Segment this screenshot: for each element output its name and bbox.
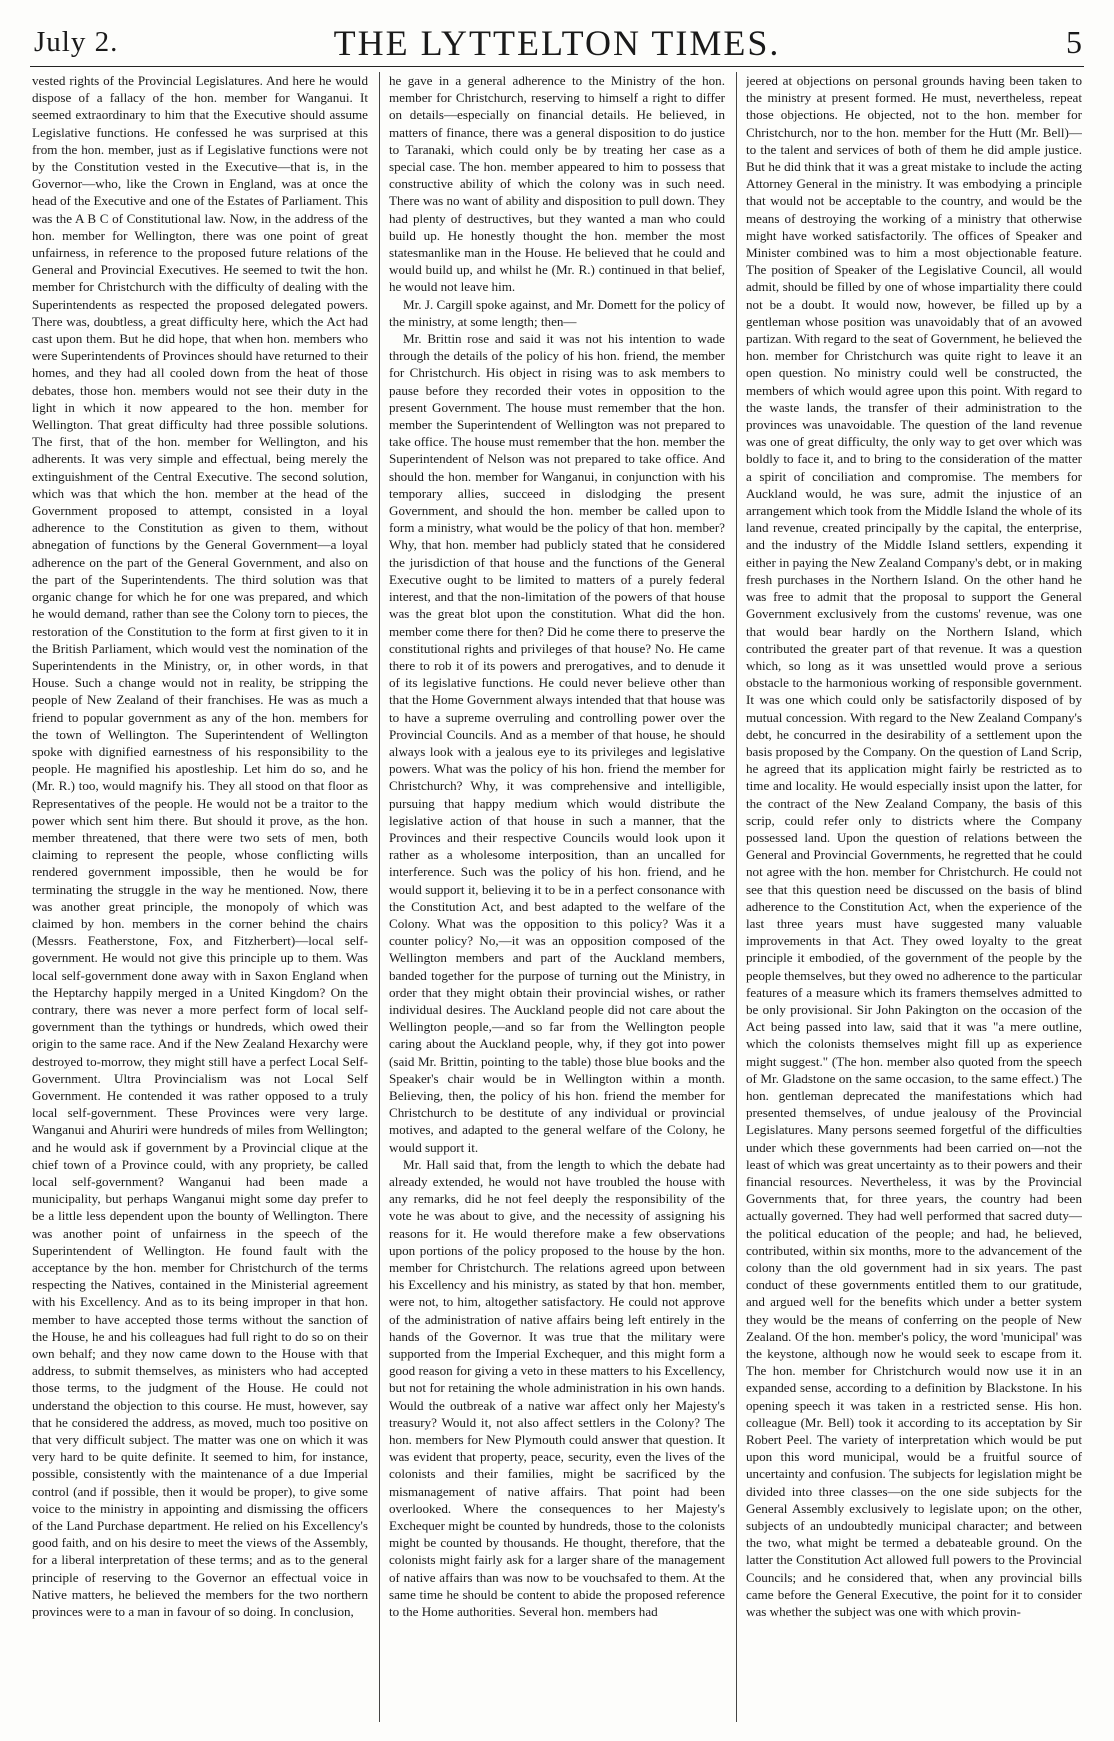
newspaper-title: THE LYTTELTON TIMES.: [333, 23, 781, 63]
page-number: 5: [1066, 24, 1082, 60]
masthead: [24, 16, 1090, 66]
column-paragraph: Mr. Hall said that, from the length to which the debate had already extended, he would not have troubled the house with any remarks, did he not feel deeply the responsibility of the vote he was about to give, and the necessity of assigning his reasons for it. He would therefore make a few observations upon portions of the policy proposed to the house by the hon. member for Christchurch. The relations agreed upon between his Excellency and his ministry, as stated by that hon. member, were not, to him, altogether satisfactory. He could not approve of the administration of native affairs being left entirely in the hands of the Governor. It was true that the military were supported from the Imperial Exchequer, and this might form a good reason for giving a veto in these matters to his Excellency, but not for retaining the whole administration in his own hands. Would the outbreak of a native war affect only her Majesty's treasury? Would it, not also affect settlers in the Colony? The hon. members for New Plymouth could answer that question. It was evident that property, peace, security, even the lives of the colonists and their families, might be sacrificed by the mismanagement of native affairs. That point had been overlooked. Where the consequences to her Majesty's Exchequer might be counted by hundreds, those to the colonists might be counted by thousands. He thought, therefore, that the colonists might fairly ask for a larger share of the management of native affairs than was now to be vouchsafed to them. At the same time he should be content to abide the proposed reference to the Home authorities. Several hon. members had: [389, 1156, 725, 1620]
column-paragraph: Mr. Brittin rose and said it was not his intention to wade through the details of the policy of his hon. friend, the member for Christchurch. His object in rising was to ask members to pause before they recorded their votes in opposition to the present Government. The house must remember that the hon. member the Superintendent of Wellington was not prepared to take office. The house must remember that the hon. member the Superintendent of Nelson was not prepared to take office. And should the hon. member for Wanganui, in conjunction with his temporary allies, succeed in dislodging the present Government, and should the hon. member be called upon to form a ministry, what would be the policy of that hon. member? Why, that hon. member had publicly stated that he considered the jurisdiction of that house and the functions of the General Executive ought to be limited to matters of a purely federal interest, and that the non-limitation of the powers of that house was the great blot upon the constitution. What did the hon. member come there for then? Did he come there to preserve the constitutional rights and privileges of that house? No. He came there to rob it of its powers and prerogatives, and to denude it of its legislative functions. He could never believe other than that the Home Government always intended that that house was to have a supreme overruling and controlling power over the Provincial Councils. And as a member of that house, he should always look with a jealous eye to its privileges and legislative powers. What was the policy of his hon. friend the member for Christchurch? Why, it was comprehensive and intelligible, pursuing that happy medium which would distribute the legislative action of that house in such a manner, that the Provinces and their respective Councils would look upon it rather as a wholesome interposition, than an uncalled for interference. Such was the policy of his hon. friend, and he would support it, believing it to be in a perfect consonance with the Constitution Act, and best adapted to the welfare of the Colony. What was the opposition to this policy? Was it a counter policy? No,—it was an opposition composed of the Wellington members and part of the Auckland members, banded together for the purpose of turning out the Ministry, in order that they might obtain their provincial wishes, or rather individual desires. The Auckland people did not care about the Wellington people,—and so far from the Wellington people caring about the Auckland people, why, if they got into power (said Mr. Brittin, pointing to the table) those blue books and the Speaker's chair would be in Wellington within a month. Believing, then, the policy of his hon. friend the member for Christchurch to be destitute of any individual or provincial motives, and adapted to the general welfare of the Colony, he would support it.: [389, 331, 725, 1155]
text-columns: [32, 72, 1084, 1722]
masthead-rule: [30, 66, 1084, 67]
issue-date: July 2.: [34, 26, 119, 58]
column-paragraph: jeered at objections on personal grounds having been taken to the ministry at present formed. He must, nevertheless, repeat those objections. He objected, not to the hon. member for Christchurch, nor to the hon. member for the Hutt (Mr. Bell)—to the talent and services of both of them he did ample justice. But he did think that it was a great mistake to include the acting Attorney General in the ministry. It was embodying a principle that would not be acceptable to the country, and would be the means of destroying the working of a ministry that otherwise might have worked satisfactorily. The offices of Speaker and Minister combined was to him a most objectionable feature. The position of Speaker of the Legislative Council, all would admit, should be filled by one of whose impartiality there could not be a doubt. It would now, however, be filled up by a gentleman whose position was unavoidably that of an avowed partizan. With regard to the seat of Government, he believed the hon. member for Christchurch was quite right to leave it an open question. No ministry could well be constructed, the members of which would agree upon this point. With regard to the waste lands, the transfer of their administration to the provinces was unavoidable. The question of the land revenue was one of great difficulty, the only way to get over which was boldly to face it, and to bring to the consideration of the matter a spirit of conciliation and compromise. The members for Auckland would, he was sure, admit the injustice of an arrangement which took from the Middle Island the whole of its land revenue, created principally by the capital, the enterprise, and the industry of the Middle Island settlers, expending it either in paying the New Zealand Company's debt, or in making fresh purchases in the Northern Island. On the other hand he was free to admit that the proposal to support the General Government exclusively from the customs' revenue, was one that would bear hardly on the Northern Island, which contributed the greater part of that revenue. It was a question which, so long as it was unsettled would prove a serious obstacle to the harmonious working of responsible government. It was one which could only be satisfactorily disposed of by mutual concession. With regard to the New Zealand Company's debt, he concurred in the desirability of a settlement upon the basis proposed by the Company. On the question of Land Scrip, he agreed that its application might fairly be restricted as to time and locality. He would especially insist upon the latter, for the contract of the New Zealand Company, the basis of this scrip, could refer only to districts where the Company possessed land. Upon the question of relations between the General and Provincial Governments, he regretted that he could not agree with the hon. member for Christchurch. He could not see that this question need be discussed on the basis of blind adherence to the Constitution Act, when the experience of the last three years must have suggested many valuable improvements in that Act. They owed loyalty to the great principle it embodied, of the government of the people by the people themselves, but they owed no adherence to the particular features of a measure which its framers themselves admitted to be only provisional. Sir John Pakington on the occasion of the Act being passed into law, said that it was "a mere outline, which the colonists themselves might fill up as experience might suggest." (The hon. member also quoted from the speech of Mr. Gladstone on the same occasion, to the same effect.) The hon. gentleman deprecated the manifestations which had presented themselves, of undue jealousy of the Provincial Legislatures. Many persons seemed forgetful of the difficulties under which these governments had been carried on—not the least of which was great uncertainty as to their powers and their financial resources. Nevertheless, it was by the Provincial Governments that, for three years, the country had been actually governed. They had well performed that sacred duty—the political education of the people; and had, he believed, contributed, within six months, more to the advancement of the colony than the old government had in six years. The past conduct of these governments entitled them to our gratitude, and argued well for the benefits which under a better system they would be the means of conferring on the people of New Zealand. Of the hon. member's policy, the word 'municipal' was the keystone, although now he would seek to escape from it. The hon. member for Christchurch would now use it in an expanded sense, according to a definition by Blackstone. In his opening speech it was taken in a restricted sense. His hon. colleague (Mr. Bell) took it according to its acceptation by Sir Robert Peel. The variety of interpretation which would be put upon this word municipal, would be a fruitful source of uncertainty and confusion. The subjects for legislation might be divided into three classes—on the one side subjects for the General Assembly exclusively to legislate upon; on the other, subjects of an undoubtedly municipal character; and between the two, what might be termed a debateable ground. On the latter the Constitution Act allowed full powers to the Provincial Councils; and he considered that, when any provincial bills came before the General Executive, the point for it to consider was whether the subject was one with which provin-: [746, 73, 1082, 1620]
column-divider: [736, 72, 737, 1722]
column-paragraph: Mr. J. Cargill spoke against, and Mr. Domett for the policy of the ministry, at some length; then—: [389, 296, 725, 329]
column-3: [746, 72, 1082, 1722]
column-divider: [379, 72, 380, 1722]
column-2: [389, 72, 725, 1722]
column-paragraph: he gave in a general adherence to the Ministry of the hon. member for Christchurch, reserving to himself a right to differ on details—especially on financial details. He believed, in matters of finance, there was a general disposition to do justice to Taranaki, which could only be by treating her case as a special case. The hon. member appeared to him to possess that constructive ability of which the colony was in such need. There was no want of ability and disposition to pull down. They had plenty of destructives, but they wanted a man who could build up. He honestly thought the hon. member the most statesmanlike man in the House. He believed that he could and would build up, and whilst he (Mr. R.) continued in that belief, he would not leave him.: [389, 73, 725, 295]
column-paragraph: vested rights of the Provincial Legislatures. And here he would dispose of a fallacy of the hon. member for Wanganui. It seemed extraordinary to him that the Executive should assume Legislative functions. He confessed he was surprised at this from the hon. member, just as if Legislative functions were not by the Constitution vested in the Executive—that is, in the Governor—who, like the Crown in England, was at once the head of the Executive and one of the Estates of Parliament. This was the A B C of Constitutional law. Now, in the address of the hon. member for Wellington, there was one point of great unfairness, in reference to the proposed future relations of the General and Provincial Executives. He seemed to twit the hon. member for Christchurch with the difficulty of dealing with the Superintendents as respected the proposed delegated powers. There was, doubtless, a great difficulty here, which the Act had cast upon them. But he did hope, that when hon. members who were Superintendents of Provinces should have returned to their homes, and they had all cooled down from the heat of those debates, those hon. members would not see their duty in the light in which it now appeared to the hon. member for Wellington. That great difficulty had three possible solutions. The first, that of the hon. member for Wellington, and his adherents. It was very simple and effectual, being merely the extinguishment of the Central Executive. The second solution, which was that which the hon. member at the head of the Government proposed to attempt, consisted in a loyal adherence to the Constitution as given to them, without abnegation of functions by the General Government—a loyal adherence on the part of the General Government, and also on the part of the Superintendents. The third solution was that organic change for which he for one was prepared, and which he would demand, rather than see the Colony torn to pieces, the restoration of the Constitution to the form at first given to it in the British Parliament, which would vest the nomination of the Superintendents in the Ministry, or, in other words, in that House. Such a change would not in reality, be stripping the people of New Zealand of their franchises. He was as much a friend to popular government as any of the hon. members for the town of Wellington. The Superintendent of Wellington spoke with dignified earnestness of his responsibility to the people. He magnified his apostleship. Let him do so, and he (Mr. R.) too, would magnify his. They all stood on that floor as Representatives of the people. He would not be a traitor to the power which sent him there. But should it prove, as the hon. member threatened, that there were two sets of men, both claiming to represent the people, whose conflicting wills rendered government impossible, then he would be for terminating the struggle in the way he mentioned. Now, there was another great principle, the monopoly of which was claimed by hon. members in the corner behind the chairs (Messrs. Featherstone, Fox, and Fitzherbert)—local self-government. He would not give this principle up to them. Was local self-government done away with in Saxon England when the Heptarchy happily merged in a United Kingdom? On the contrary, there was never a more perfect form of local self-government than the tythings or hundreds, which owed their origin to the same race. And if the New Zealand Hexarchy were destroyed to-morrow, they might still have a perfect Local Self-Government. Ultra Provincialism was not Local Self Government. He contended it was rather opposed to a truly local self-government. These Provinces were very large. Wanganui and Ahuriri were hundreds of miles from Wellington; and he would ask if government by a Provincial clique at the chief town of a Province could, with any propriety, be called local self-government? Wanganui had been made a municipality, but perhaps Wanganui might some day prefer to be a little less dependent upon the bounty of Wellington. There was another point of unfairness in the speech of the Superintendent of Wellington. He found fault with the acceptance by the hon. member for Christchurch of the terms respecting the Natives, contained in the Ministerial agreement with his Excellency. And as to its being improper in that hon. member to have accepted those terms without the sanction of the House, he and his colleagues had full right to do so on their own behalf; and they now came down to the House with that address, to submit themselves, as ministers who had accepted those terms, to the judgment of the House. He could not understand the objection to this course. He must, however, say that he considered the address, as moved, much too positive on that very difficult subject. The matter was one on which it was very hard to be quite definite. It seemed to him, for instance, possible, consistently with the maintenance of a due Imperial control (and if possible, then it would be proper), to give some voice to the ministry in appointing and dismissing the officers of the Land Purchase department. He relied on his Excellency's good faith, and on his desire to meet the views of the Assembly, for a liberal interpretation of these terms; and as to the general principle of reserving to the Governor an effectual voice in Native matters, he believed the members for the two northern provinces were to a man in favour of so doing. In conclusion,: [32, 73, 368, 1620]
column-1: [32, 72, 368, 1722]
